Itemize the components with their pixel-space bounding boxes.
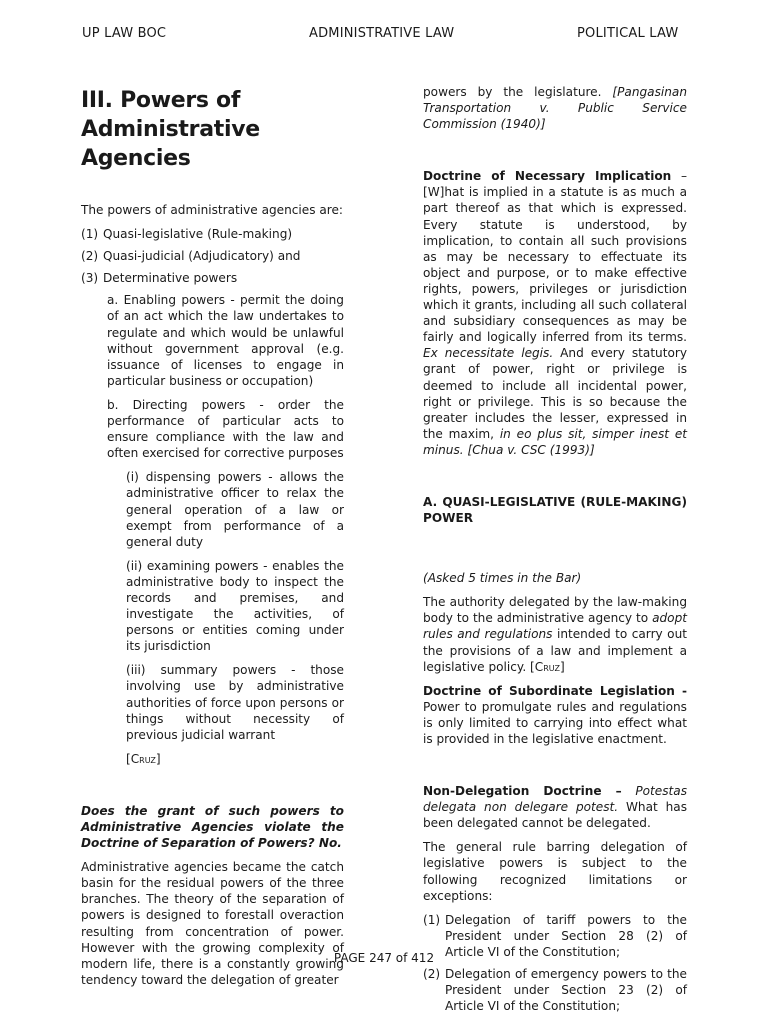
header-center: ADMINISTRATIVE LAW [309, 26, 455, 41]
list-item: (3) Determinative powers [81, 271, 238, 286]
citation-cruz: [Cruz] [126, 751, 161, 766]
doctrine-subordinate-legislation: Doctrine of Subordinate Legislation - Power to promulgate rules and regulations is only limited to carrying into effect what is provided in the legislative enactment. [423, 683, 687, 746]
list-item: (2) Delegation of emergency powers to the President under Section 23 (2) of Article VI of the Constitution; [423, 967, 687, 1014]
header-right: POLITICAL LAW [577, 26, 679, 41]
dispensing-powers: (i) dispensing powers - allows the administrative officer to relax the general operation of a law or exempt from performance of a general duty [126, 470, 344, 549]
section-heading-a: A. QUASI-LEGISLATIVE (RULE-MAKING) POWER [423, 494, 687, 526]
answer: Administrative agencies became the catch basin for the residual powers of the three branches. The theory of the separation of powers is designed to forestall overaction resulting from concentration of power. However with the growing complexity of modern life, there is a constantly growing tendency toward the delegation of greater [81, 860, 344, 987]
doctrine-necessary-implication: Doctrine of Necessary Implication – [W]hat is implied in a statute is as much a part thereof as that which is expressed. Every statute is understood, by implication, to contain all such provisions as may be necessary to effectuate its object and purpose, or to make effective rights, powers, privileges or jurisdiction which it grants, including all such collateral and subsidiary consequences as may be fairly and logically inferred from its terms. Ex necessitate legis. And every statutory grant of power, right or privilege is deemed to include all incidental power, right or privilege. This is so because the greater includes the lesser, expressed in the maxim, in eo plus sit, simper inest et minus. [Chua v. CSC (1993)] [423, 169, 688, 457]
list-item: (2) Quasi-judicial (Adjudicatory) and [81, 249, 301, 264]
left-column [81, 86, 344, 996]
section-title-line-1: III. Powers of [81, 88, 241, 113]
right-column [423, 84, 687, 1020]
header-left: UP LAW BOC [82, 26, 167, 41]
non-delegation-doctrine: Non-Delegation Doctrine – Potestas delegata non delegare potest. What has been delegated cannot be delegated. [423, 784, 688, 831]
list-item: (1) Delegation of tariff powers to the President under Section 28 (2) of Article VI of the Constitution; [423, 912, 687, 959]
examining-powers: (ii) examining powers - enables the administrative body to inspect the records and premises, and investigate the activities, of persons or entities coming under its jurisdiction [126, 558, 344, 654]
asked-note: (Asked 5 times in the Bar) [423, 571, 582, 586]
authority-text: The authority delegated by the law-making body to the administrative agency to adopt rules and regulations intended to carry out the provisions of a law and implement a legislative policy. [Cruz] [423, 595, 687, 674]
list-item: (1) Quasi-legislative (Rule-making) [81, 227, 293, 242]
summary-powers: (iii) summary powers - those involving use by administrative authorities of force upon persons or things without necessity of previous judicial warrant [126, 663, 344, 742]
intro-text: The powers of administrative agencies are: [81, 203, 344, 217]
section-title-line-2: Administrative [81, 117, 260, 142]
section-title [81, 86, 344, 173]
general-rule: The general rule barring delegation of legislative powers is subject to the following recognized limitations or exceptions: [423, 840, 687, 903]
enabling-powers: a. Enabling powers - permit the doing of an act which the law undertakes to regulate and which would be unlawful without government approval (e.g. issuance of licenses to engage in particular business or occupation) [107, 293, 344, 388]
page-number: PAGE 247 of 412 [333, 951, 435, 965]
section-title-line-3: Agencies [81, 146, 191, 171]
continued-text: powers by the legislature. [Pangasinan Transportation v. Public Service Commission (1940)] [423, 85, 687, 132]
directing-powers: b. Directing powers - order the performance of particular acts to ensure compliance with the law and often exercised for corrective purposes [107, 397, 344, 461]
question: Does the grant of such powers to Administrative Agencies violate the Doctrine of Separation of Powers? No. [81, 803, 344, 851]
